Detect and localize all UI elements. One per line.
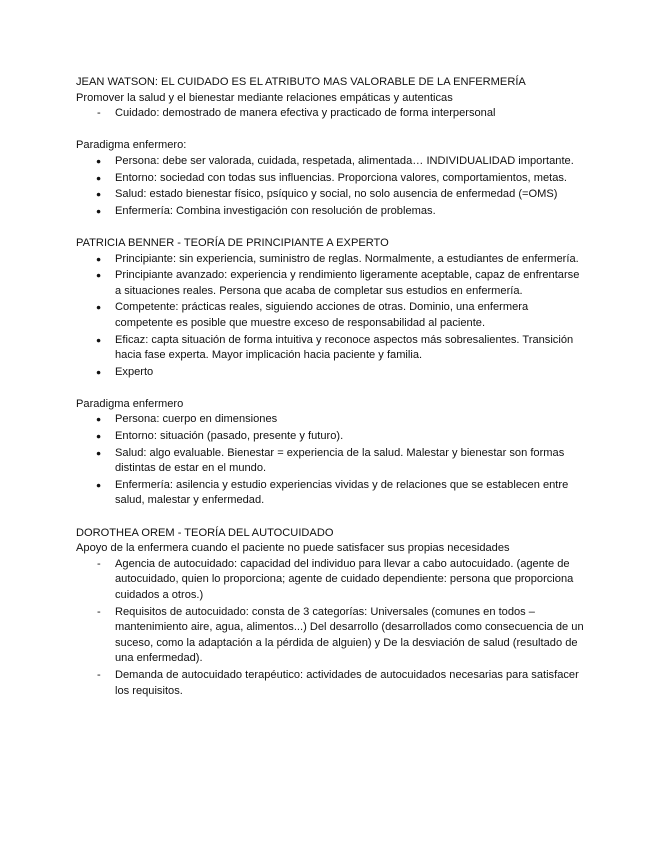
list-item: ● Salud: estado bienestar físico, psíquico y social, no solo ausencia de enfermedad (=OMS) — [76, 187, 585, 203]
list-item: ● Principiante: sin experiencia, suministro de reglas. Normalmente, a estudiantes de enfermería. — [76, 252, 585, 268]
benner-section — [76, 236, 585, 509]
orem-section — [76, 526, 585, 700]
list-item: ● Principiante avanzado: experiencia y rendimiento ligeramente aceptable, capaz de enfrentarse a situaciones reales. Persona que acaba de completar sus estudios en enfermería. — [76, 268, 585, 299]
watson-title: JEAN WATSON: EL CUIDADO ES EL ATRIBUTO MAS VALORABLE DE LA ENFERMERÍA — [76, 76, 526, 88]
list-item: ● Entorno: sociedad con todas sus influencias. Proporciona valores, comportamientos, metas. — [76, 171, 585, 187]
list-item: ● Competente: prácticas reales, siguiendo acciones de otras. Dominio, una enfermera competente es posible que muestre exceso de responsabilidad al paciente. — [76, 300, 585, 331]
list-item: - Demanda de autocuidado terapéutico: actividades de autocuidados necesarias para satisfacer los requisitos. — [76, 668, 585, 699]
list-item: ● Salud: algo evaluable. Bienestar = experiencia de la salud. Malestar y bienestar son formas distintas de estar en el mundo. — [76, 446, 585, 477]
list-item: ● Enfermería: asilencia y estudio experiencias vividas y de relaciones que se establecen entre salud, malestar y enfermedad. — [76, 478, 585, 509]
orem-title: DOROTHEA OREM - TEORÍA DEL AUTOCUIDADO — [76, 526, 334, 539]
benner-paradigm-label: Paradigma enfermero — [76, 397, 184, 410]
watson-paradigm-list — [76, 154, 585, 219]
watson-paradigm-label: Paradigma enfermero: — [76, 139, 187, 152]
watson-section — [76, 75, 585, 219]
benner-stage-list — [76, 252, 585, 381]
watson-subtitle: Promover la salud y el bienestar mediante relaciones empáticas y autenticas — [76, 91, 453, 104]
benner-paradigm-list — [76, 412, 585, 509]
list-item: - Requisitos de autocuidado: consta de 3 categorías: Universales (comunes en todos – mantenimiento aire, agua, alimentos...) Del desarrollo (desarrollados como consecuencia de un suceso, como la adaptación a la pérdida de alguien) y De la desviación de salud (resultado de una enfermedad). — [76, 605, 585, 667]
watson-dash-list — [76, 106, 585, 122]
list-item: ● Eficaz: capta situación de forma intuitiva y reconoce aspectos más sobresalientes. Transición hacia fase experta. Mayor implicación hacia paciente y familia. — [76, 333, 585, 364]
list-item: ● Enfermería: Combina investigación con resolución de problemas. — [76, 204, 585, 220]
orem-subtitle: Apoyo de la enfermera cuando el paciente no puede satisfacer sus propias necesidades — [76, 542, 510, 555]
list-item: - Agencia de autocuidado: capacidad del individuo para llevar a cabo autocuidado. (agente de autocuidado, quien lo proporciona; agente de cuidado dependiente: persona que proporciona cuidados a otros.) — [76, 557, 585, 604]
list-item: - Cuidado: demostrado de manera efectiva y practicado de forma interpersonal — [76, 106, 585, 122]
orem-dash-list — [76, 557, 585, 699]
list-item: ● Persona: cuerpo en dimensiones — [76, 412, 585, 428]
list-item: ● Persona: debe ser valorada, cuidada, respetada, alimentada… INDIVIDUALIDAD importante. — [76, 154, 585, 170]
benner-title: PATRICIA BENNER - TEORÍA DE PRINCIPIANTE A EXPERTO — [76, 236, 389, 249]
list-item: ● Experto — [76, 365, 585, 381]
list-item: ● Entorno: situación (pasado, presente y futuro). — [76, 429, 585, 445]
